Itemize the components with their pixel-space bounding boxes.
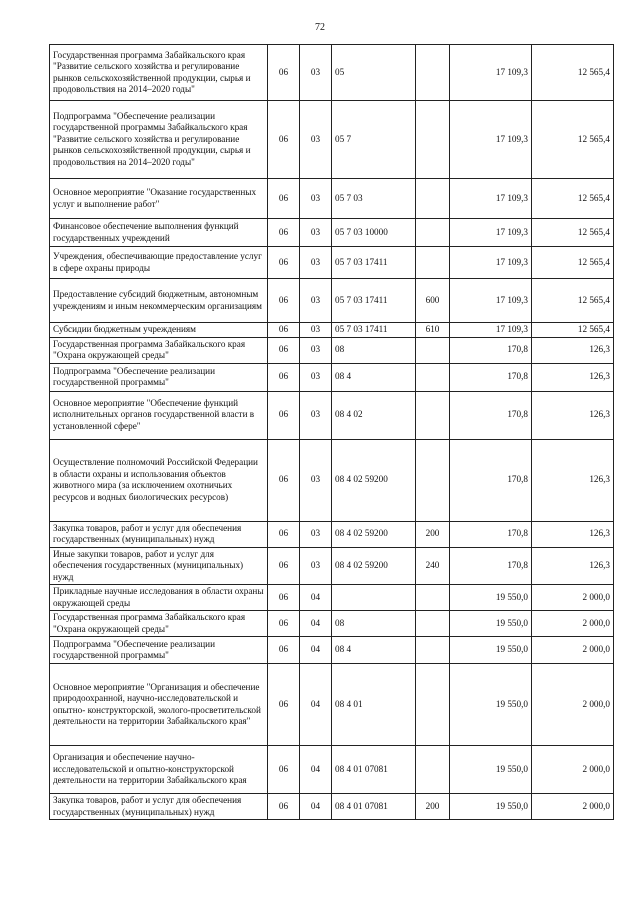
target-article-cell: [332, 585, 416, 611]
expense-type-cell: [416, 363, 450, 391]
target-article-cell: 08: [332, 337, 416, 363]
table-row: [50, 547, 614, 585]
amount-1-cell: 19 550,0: [450, 637, 532, 664]
subsection-code-cell: 03: [300, 219, 332, 247]
table-row: [50, 179, 614, 219]
row-name-cell: Прикладные научные исследования в области охраны окружающей среды: [50, 585, 268, 611]
target-article-cell: 05: [332, 45, 416, 101]
amount-2-cell: 2 000,0: [532, 794, 614, 820]
table-row: [50, 323, 614, 338]
section-code-cell: 06: [268, 746, 300, 794]
subsection-code-cell: 04: [300, 746, 332, 794]
row-name-cell: Учреждения, обеспечивающие предоставление услуг в сфере охраны природы: [50, 247, 268, 279]
row-name-cell: Основное мероприятие "Организация и обеспечение природоохранной, научно-исследовательской и опытно- конструкторской, эколого-просветительской деятельности на территории Забайкальского края": [50, 664, 268, 746]
table-row: [50, 279, 614, 323]
amount-2-cell: 2 000,0: [532, 611, 614, 637]
section-code-cell: 06: [268, 179, 300, 219]
amount-1-cell: 170,8: [450, 363, 532, 391]
target-article-cell: 05 7 03 17411: [332, 279, 416, 323]
amount-2-cell: 12 565,4: [532, 179, 614, 219]
target-article-cell: 08 4 01 07081: [332, 746, 416, 794]
row-name-cell: Государственная программа Забайкальского края "Охрана окружающей среды": [50, 611, 268, 637]
amount-1-cell: 19 550,0: [450, 585, 532, 611]
section-code-cell: 06: [268, 219, 300, 247]
section-code-cell: 06: [268, 585, 300, 611]
expense-type-cell: 200: [416, 521, 450, 547]
subsection-code-cell: 03: [300, 337, 332, 363]
section-code-cell: 06: [268, 323, 300, 338]
subsection-code-cell: 04: [300, 611, 332, 637]
table-row: [50, 45, 614, 101]
amount-1-cell: 17 109,3: [450, 323, 532, 338]
table-row: [50, 219, 614, 247]
amount-1-cell: 17 109,3: [450, 219, 532, 247]
section-code-cell: 06: [268, 279, 300, 323]
amount-2-cell: 2 000,0: [532, 585, 614, 611]
expense-type-cell: 240: [416, 547, 450, 585]
table-row: [50, 585, 614, 611]
target-article-cell: 08 4 02: [332, 391, 416, 439]
amount-2-cell: 12 565,4: [532, 279, 614, 323]
row-name-cell: Подпрограмма "Обеспечение реализации государственной программы": [50, 637, 268, 664]
subsection-code-cell: 03: [300, 547, 332, 585]
table-row: [50, 746, 614, 794]
subsection-code-cell: 03: [300, 323, 332, 338]
amount-2-cell: 12 565,4: [532, 219, 614, 247]
section-code-cell: 06: [268, 101, 300, 179]
table-row: [50, 391, 614, 439]
expense-type-cell: [416, 585, 450, 611]
amount-2-cell: 12 565,4: [532, 247, 614, 279]
target-article-cell: 08 4: [332, 363, 416, 391]
row-name-cell: Осуществление полномочий Российской Федерации в области охраны и использования объектов животного мира (за исключением охотничьих ресурсов и водных биологических ресурсов): [50, 439, 268, 521]
target-article-cell: 08 4: [332, 637, 416, 664]
amount-1-cell: 19 550,0: [450, 746, 532, 794]
expense-type-cell: [416, 439, 450, 521]
subsection-code-cell: 03: [300, 391, 332, 439]
expense-type-cell: [416, 337, 450, 363]
expense-type-cell: [416, 179, 450, 219]
amount-1-cell: 17 109,3: [450, 179, 532, 219]
amount-1-cell: 17 109,3: [450, 101, 532, 179]
target-article-cell: 08: [332, 611, 416, 637]
row-name-cell: Организация и обеспечение научно-исследовательской и опытно-конструкторской деятельности на территории Забайкальского края: [50, 746, 268, 794]
amount-1-cell: 170,8: [450, 439, 532, 521]
target-article-cell: 05 7 03 10000: [332, 219, 416, 247]
expense-type-cell: [416, 247, 450, 279]
amount-2-cell: 126,3: [532, 439, 614, 521]
row-name-cell: Предоставление субсидий бюджетным, автономным учреждениям и иным некоммерческим организациям: [50, 279, 268, 323]
target-article-cell: 05 7 03: [332, 179, 416, 219]
table-row: [50, 337, 614, 363]
section-code-cell: 06: [268, 337, 300, 363]
section-code-cell: 06: [268, 439, 300, 521]
amount-2-cell: 126,3: [532, 391, 614, 439]
amount-2-cell: 126,3: [532, 547, 614, 585]
subsection-code-cell: 04: [300, 637, 332, 664]
section-code-cell: 06: [268, 611, 300, 637]
table-row: [50, 247, 614, 279]
table-row: [50, 363, 614, 391]
expense-type-cell: 600: [416, 279, 450, 323]
row-name-cell: Субсидии бюджетным учреждениям: [50, 323, 268, 338]
row-name-cell: Государственная программа Забайкальского края "Развитие сельского хозяйства и регулирование рынков сельскохозяйственной продукции, сырья и продовольствия на 2014–2020 годы": [50, 45, 268, 101]
amount-2-cell: 126,3: [532, 337, 614, 363]
amount-1-cell: 17 109,3: [450, 45, 532, 101]
table-row: [50, 637, 614, 664]
amount-1-cell: 17 109,3: [450, 247, 532, 279]
subsection-code-cell: 04: [300, 585, 332, 611]
row-name-cell: Финансовое обеспечение выполнения функций государственных учреждений: [50, 219, 268, 247]
amount-1-cell: 19 550,0: [450, 664, 532, 746]
subsection-code-cell: 03: [300, 45, 332, 101]
subsection-code-cell: 03: [300, 247, 332, 279]
section-code-cell: 06: [268, 391, 300, 439]
row-name-cell: Иные закупки товаров, работ и услуг для обеспечения государственных (муниципальных) нужд: [50, 547, 268, 585]
amount-2-cell: 2 000,0: [532, 664, 614, 746]
section-code-cell: 06: [268, 637, 300, 664]
section-code-cell: 06: [268, 247, 300, 279]
target-article-cell: 08 4 02 59200: [332, 439, 416, 521]
target-article-cell: 05 7 03 17411: [332, 323, 416, 338]
amount-1-cell: 17 109,3: [450, 279, 532, 323]
amount-2-cell: 2 000,0: [532, 637, 614, 664]
amount-2-cell: 2 000,0: [532, 746, 614, 794]
expense-type-cell: [416, 101, 450, 179]
amount-1-cell: 170,8: [450, 391, 532, 439]
target-article-cell: 08 4 02 59200: [332, 521, 416, 547]
row-name-cell: Подпрограмма "Обеспечение реализации государственной программы Забайкальского края "Развитие сельского хозяйства и регулирование рынков сельскохозяйственной продукции, сырья и продовольствия на 2014–2020 годы": [50, 101, 268, 179]
table-row: [50, 101, 614, 179]
amount-1-cell: 170,8: [450, 337, 532, 363]
target-article-cell: 05 7: [332, 101, 416, 179]
section-code-cell: 06: [268, 547, 300, 585]
amount-2-cell: 126,3: [532, 521, 614, 547]
expense-type-cell: [416, 746, 450, 794]
subsection-code-cell: 03: [300, 101, 332, 179]
expense-type-cell: [416, 391, 450, 439]
row-name-cell: Подпрограмма "Обеспечение реализации государственной программы": [50, 363, 268, 391]
table-row: [50, 794, 614, 820]
row-name-cell: Закупка товаров, работ и услуг для обеспечения государственных (муниципальных) нужд: [50, 521, 268, 547]
subsection-code-cell: 03: [300, 279, 332, 323]
expense-type-cell: [416, 637, 450, 664]
target-article-cell: 08 4 01: [332, 664, 416, 746]
row-name-cell: Основное мероприятие "Оказание государственных услуг и выполнение работ": [50, 179, 268, 219]
section-code-cell: 06: [268, 664, 300, 746]
amount-1-cell: 19 550,0: [450, 611, 532, 637]
expense-type-cell: [416, 45, 450, 101]
target-article-cell: 05 7 03 17411: [332, 247, 416, 279]
subsection-code-cell: 04: [300, 664, 332, 746]
expense-type-cell: [416, 611, 450, 637]
amount-1-cell: 170,8: [450, 521, 532, 547]
section-code-cell: 06: [268, 521, 300, 547]
amount-2-cell: 12 565,4: [532, 323, 614, 338]
amount-1-cell: 19 550,0: [450, 794, 532, 820]
target-article-cell: 08 4 02 59200: [332, 547, 416, 585]
subsection-code-cell: 03: [300, 521, 332, 547]
amount-2-cell: 126,3: [532, 363, 614, 391]
table-row: [50, 664, 614, 746]
target-article-cell: 08 4 01 07081: [332, 794, 416, 820]
subsection-code-cell: 03: [300, 439, 332, 521]
expense-type-cell: 610: [416, 323, 450, 338]
row-name-cell: Государственная программа Забайкальского края "Охрана окружающей среды": [50, 337, 268, 363]
section-code-cell: 06: [268, 794, 300, 820]
amount-1-cell: 170,8: [450, 547, 532, 585]
budget-table: [49, 44, 614, 820]
expense-type-cell: 200: [416, 794, 450, 820]
amount-2-cell: 12 565,4: [532, 101, 614, 179]
expense-type-cell: [416, 664, 450, 746]
subsection-code-cell: 03: [300, 179, 332, 219]
page-number: 72: [315, 22, 325, 33]
table-row: [50, 439, 614, 521]
expense-type-cell: [416, 219, 450, 247]
amount-2-cell: 12 565,4: [532, 45, 614, 101]
row-name-cell: Основное мероприятие "Обеспечение функций исполнительных органов государственной власти в установленной сфере": [50, 391, 268, 439]
table-row: [50, 611, 614, 637]
section-code-cell: 06: [268, 363, 300, 391]
subsection-code-cell: 04: [300, 794, 332, 820]
table-row: [50, 521, 614, 547]
subsection-code-cell: 03: [300, 363, 332, 391]
section-code-cell: 06: [268, 45, 300, 101]
row-name-cell: Закупка товаров, работ и услуг для обеспечения государственных (муниципальных) нужд: [50, 794, 268, 820]
